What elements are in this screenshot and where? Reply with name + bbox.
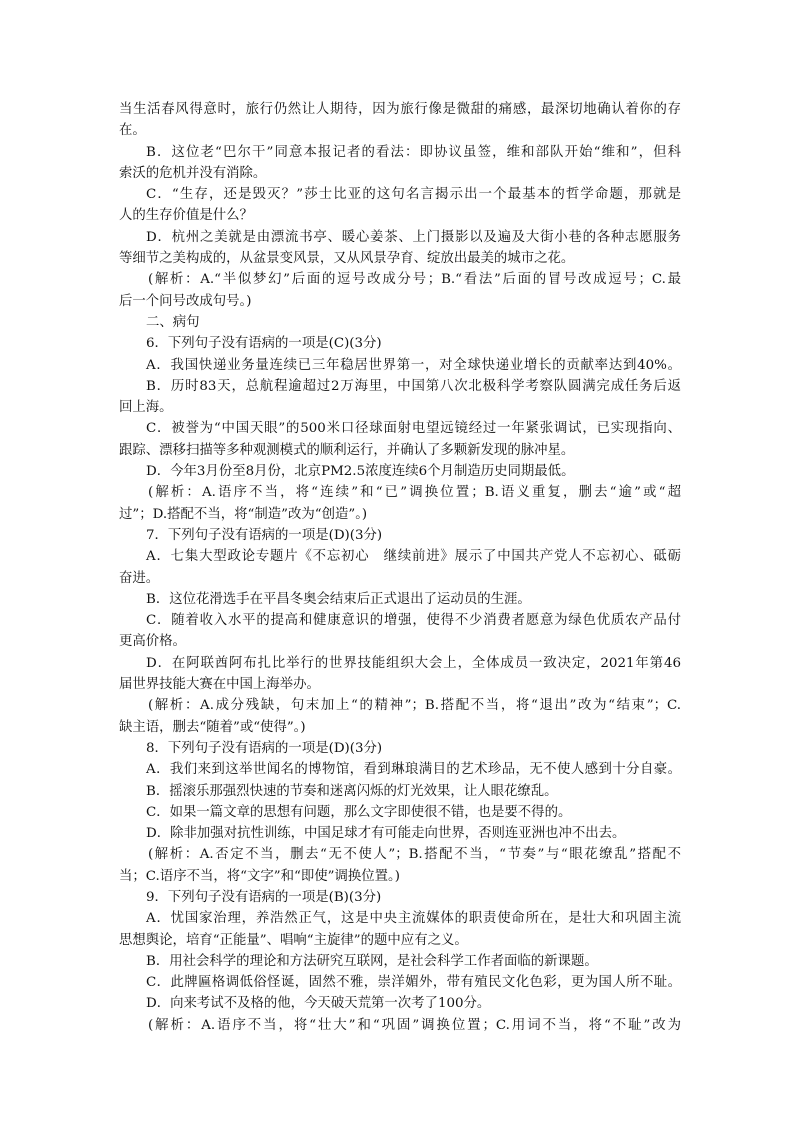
text-line: 回上海。: [119, 400, 173, 416]
option-line: B．这位老“巴尔干”同意本报记者的看法：即协议虽签，维和部队开始“维和”，但科: [146, 144, 681, 160]
analysis-line: (解析：A.成分残缺，句末加上“的精神”；B.搭配不当，将“退出”改为“结束”；C.: [148, 698, 681, 714]
question-6: 6．下列句子没有语病的一项是(C)(3分): [146, 336, 382, 352]
option-line: C．如果一篇文章的思想有问题，那么文字即使很不错，也是要不得的。: [146, 804, 572, 820]
text-line: 缺主语，删去“随着”或“使得”。): [119, 719, 306, 735]
analysis-line: (解析：A.语序不当，将“连续”和“已”调换位置；B.语义重复，删去“逾”或“超: [148, 485, 681, 501]
text-line: 后一个问号改成句号。): [119, 293, 252, 309]
text-line: 跟踪、漂移扫描等多种观测模式的顺利运行，并确认了多颗新发现的脉冲星。: [119, 442, 575, 458]
text-line: 过”；D.搭配不当，将“制造”改为“创造”。): [119, 506, 368, 522]
document-page: [119, 99, 681, 1036]
option-line: B．历时83天，总航程逾超过2万海里，中国第八次北极科学考察队圆满完成任务后返: [146, 378, 681, 394]
option-line: D．在阿联酋阿布扎比举行的世界技能组织大会上，全体成员一致决定，2021年第46: [146, 655, 681, 671]
section-heading: 二、病句: [146, 314, 200, 330]
option-line: B．用社会科学的理论和方法研究互联网，是社会科学工作者面临的新课题。: [146, 953, 598, 969]
analysis-line: (解析：A.否定不当，删去“无不使人”；B.搭配不当，“节奏”与“眼花缭乱”搭配不: [148, 847, 681, 863]
option-line: A．忧国家治理，养浩然正气，这是中央主流媒体的职责使命所在，是壮大和巩固主流: [146, 911, 681, 927]
option-line: A．七集大型政论专题片《不忘初心 继续前进》展示了中国共产党人不忘初心、砥砺: [146, 549, 681, 565]
text-line: 思想舆论，培育“正能量”、唱响“主旋律”的题中应有之义。: [119, 932, 468, 948]
analysis-line: (解析：A.语序不当，将“壮大”和“巩固”调换位置；C.用词不当，将“不耻”改为: [148, 1017, 681, 1033]
option-line: D．今年3月份至8月份，北京PM2.5浓度连续6个月制造历史同期最低。: [146, 464, 575, 480]
text-line: 届世界技能大赛在中国上海举办。: [119, 677, 320, 693]
text-line: 索沃的危机并没有消除。: [119, 165, 267, 181]
text-line: 等细节之美构成的，从盆景变风景，又从风景孕育、绽放出最美的城市之花。: [119, 251, 575, 267]
text-line: 更高价格。: [119, 634, 186, 650]
option-line: D．向来考试不及格的他，今天破天荒第一次考了100分。: [146, 996, 491, 1012]
option-line: D．除非加强对抗性训练，中国足球才有可能走向世界，否则连亚洲也冲不出去。: [146, 826, 626, 842]
option-line: C．“生存，还是毁灭？”莎士比亚的这句名言揭示出一个最基本的哲学命题，那就是: [146, 187, 681, 203]
option-line: C．被誉为“中国天眼”的500米口径球面射电望远镜经过一年紧张调试，已实现指向、: [146, 421, 681, 437]
analysis-line: (解析：A.“半似梦幻”后面的逗号改成分号；B.“看法”后面的冒号改成逗号；C.最: [148, 272, 681, 288]
option-line: A．我们来到这举世闻名的博物馆，看到琳琅满目的艺术珍品，无不使人感到十分自豪。: [146, 762, 681, 778]
option-line: D．杭州之美就是由漂流书亭、暖心姜茶、上门摄影以及遍及大街小巷的各种志愿服务: [146, 229, 681, 245]
question-7: 7．下列句子没有语病的一项是(D)(3分): [146, 527, 383, 543]
text-line: 当生活春风得意时，旅行仍然让人期待，因为旅行像是微甜的痛感，最深切地确认着你的存: [119, 102, 681, 117]
option-line: A．我国快递业务量连续已三年稳居世界第一，对全球快递业增长的贡献率达到40%。: [146, 357, 681, 373]
option-line: B．摇滚乐那强烈快速的节奏和迷离闪烁的灯光效果，让人眼花缭乱。: [146, 783, 558, 799]
question-9: 9．下列句子没有语病的一项是(B)(3分): [146, 889, 382, 905]
question-8: 8．下列句子没有语病的一项是(D)(3分): [146, 740, 383, 756]
text-line: 人的生存价值是什么？: [119, 208, 253, 224]
option-line: C．此牌匾格调低俗怪诞，固然不雅，崇洋媚外，带有殖民文化色彩，更为国人所不耻。: [146, 975, 681, 991]
text-line: 奋进。: [119, 570, 160, 586]
text-line: 在。: [119, 123, 146, 139]
text-line: 当；C.语序不当，将“文字”和“即使”调换位置。): [119, 868, 400, 884]
option-line: B．这位花滑选手在平昌冬奥会结束后正式退出了运动员的生涯。: [146, 591, 531, 607]
option-line: C．随着收入水平的提高和健康意识的增强，使得不少消费者愿意为绿色优质农产品付: [146, 613, 681, 629]
